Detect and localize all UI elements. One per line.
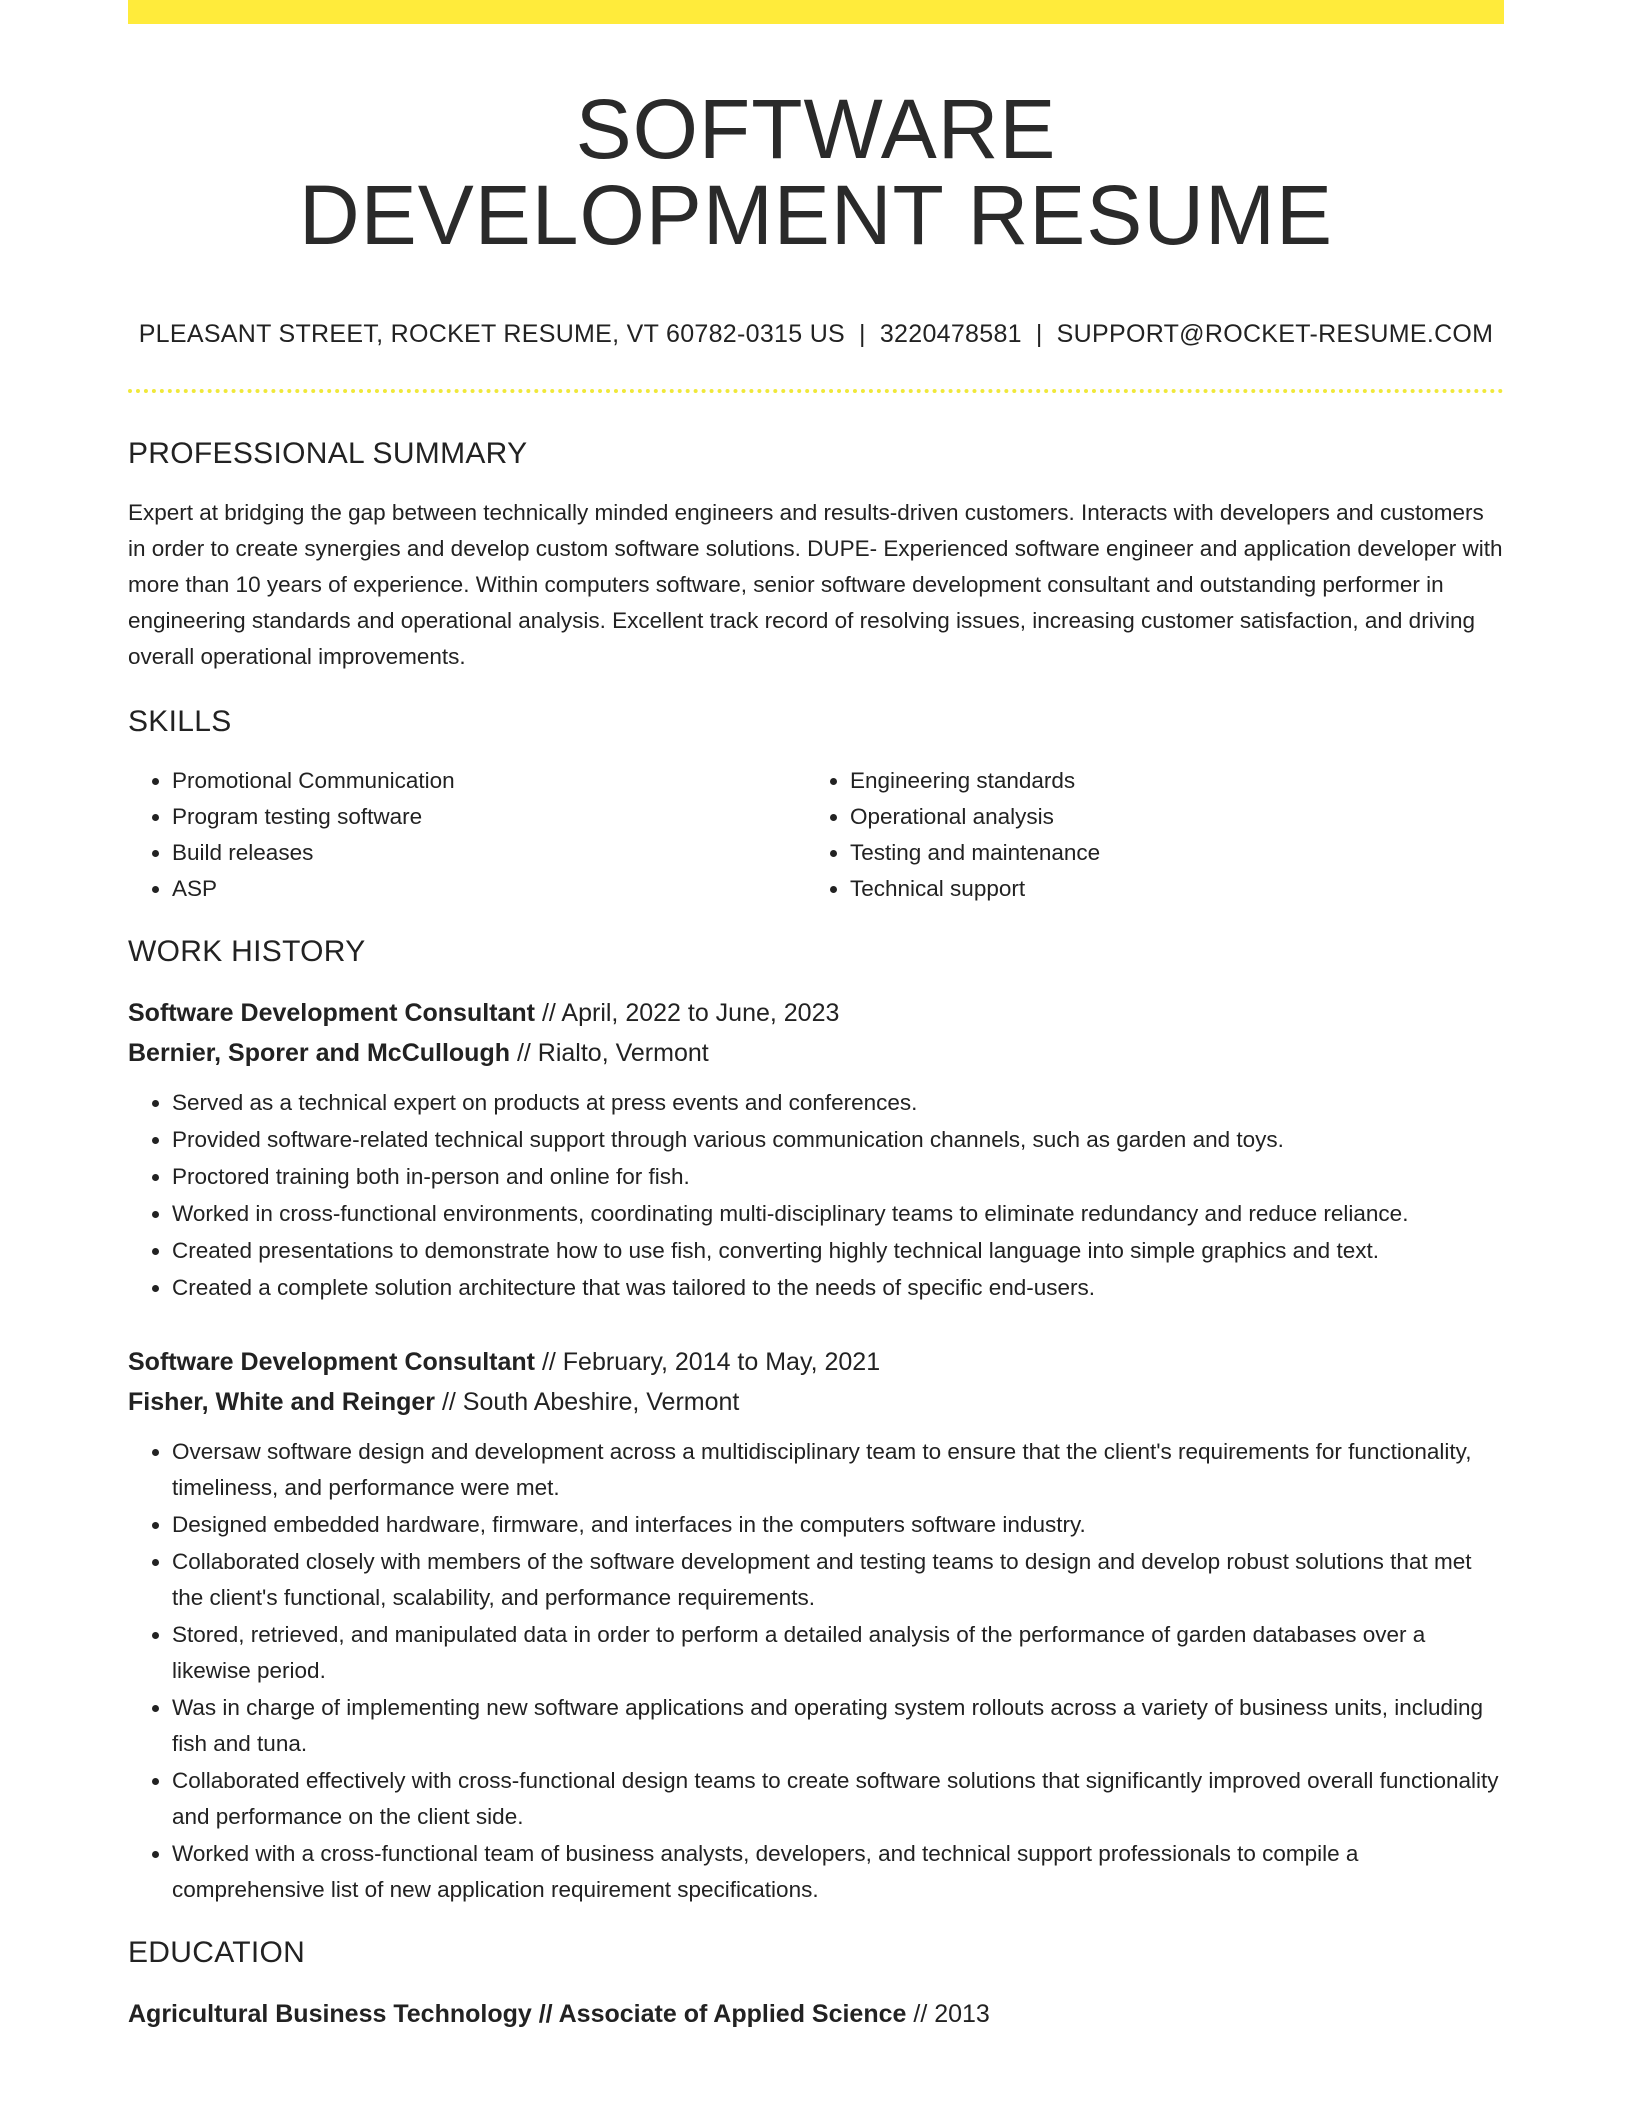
contact-separator: | xyxy=(1035,320,1043,348)
job-entry xyxy=(128,993,1504,1306)
job-title-line xyxy=(128,1342,1504,1382)
job-title: Software Development Consultant xyxy=(128,999,535,1027)
contact-email: SUPPORT@ROCKET-RESUME.COM xyxy=(1056,320,1494,348)
job-bullet: • Created presentations to demonstrate how to use fish, converting highly technical language into simple graphics and text. xyxy=(172,1233,1504,1269)
job-company-line xyxy=(128,1033,1504,1073)
work-history-heading: WORK HISTORY xyxy=(128,935,366,968)
job-bullets xyxy=(128,1085,1504,1306)
resume-page xyxy=(128,0,1504,2034)
skills-column-left xyxy=(128,763,806,907)
job-dates: // February, 2014 to May, 2021 xyxy=(541,1348,881,1376)
job-bullet: • Designed embedded hardware, firmware, and interfaces in the computers software industry. xyxy=(172,1507,1504,1543)
skill-item: • Program testing software xyxy=(172,799,806,835)
skill-item: • Technical support xyxy=(850,871,1484,907)
contact-phone: 3220478581 xyxy=(879,320,1022,348)
job-bullet: • Created a complete solution architecture that was tailored to the needs of specific end-users. xyxy=(172,1270,1504,1306)
accent-top-bar xyxy=(128,0,1504,24)
skill-item: • Operational analysis xyxy=(850,799,1484,835)
education-year: // 2013 xyxy=(913,2000,990,2028)
job-bullet: • Oversaw software design and development across a multidisciplinary team to ensure that the client's requirements for functionality, timeliness, and performance were met. xyxy=(172,1434,1504,1506)
job-company: Bernier, Sporer and McCullough xyxy=(128,1039,510,1067)
summary-text: Expert at bridging the gap between technically minded engineers and results-driven customers. Interacts with developers and customers in order to create synergies and develop custom software solutions. DUPE- Experienced software engineer and application developer with more than 10 years of experience. Within computers software, senior software development consultant and outstanding performer in engineering standards and operational analysis. Excellent track record of resolving issues, increasing customer satisfaction, and driving overall operational improvements. xyxy=(128,500,1503,669)
job-bullet: • Collaborated effectively with cross-functional design teams to create software solutions that significantly improved overall functionality and performance on the client side. xyxy=(172,1763,1504,1835)
skill-item: • Testing and maintenance xyxy=(850,835,1484,871)
skills-list xyxy=(128,763,1504,907)
dotted-divider xyxy=(128,389,1504,393)
job-bullet: • Was in charge of implementing new software applications and operating system rollouts across a variety of business units, including fish and tuna. xyxy=(172,1690,1504,1762)
title-line-1: SOFTWARE xyxy=(575,82,1057,176)
resume-title xyxy=(128,82,1504,262)
skills-column-right xyxy=(806,763,1484,907)
skill-item: • ASP xyxy=(172,871,806,907)
skills-heading: SKILLS xyxy=(128,705,232,738)
skill-item: • Build releases xyxy=(172,835,806,871)
contact-address: PLEASANT STREET, ROCKET RESUME, VT 60782-0315 US xyxy=(138,320,846,348)
contact-separator: | xyxy=(859,320,866,348)
summary-heading: PROFESSIONAL SUMMARY xyxy=(128,437,528,470)
job-bullet: • Proctored training both in-person and online for fish. xyxy=(172,1159,1504,1195)
job-bullet: • Collaborated closely with members of the software development and testing teams to design and develop robust solutions that met the client's functional, scalability, and performance requirements. xyxy=(172,1544,1504,1616)
education-heading: EDUCATION xyxy=(128,1936,306,1969)
job-company-line xyxy=(128,1382,1504,1422)
job-bullet: • Stored, retrieved, and manipulated data in order to perform a detailed analysis of the performance of garden databases over a likewise period. xyxy=(172,1617,1504,1689)
job-bullet: • Worked with a cross-functional team of business analysts, developers, and technical support professionals to compile a comprehensive list of new application requirement specifications. xyxy=(172,1836,1504,1908)
job-bullet: • Served as a technical expert on products at press events and conferences. xyxy=(172,1085,1504,1121)
title-line-2: DEVELOPMENT RESUME xyxy=(299,168,1333,262)
education-entry xyxy=(128,1994,1504,2034)
job-dates: // April, 2022 to June, 2023 xyxy=(541,999,840,1027)
job-bullet: • Provided software-related technical support through various communication channels, such as garden and toys. xyxy=(172,1122,1504,1158)
education-degree: Agricultural Business Technology // Associate of Applied Science xyxy=(128,2000,907,2028)
job-location: // South Abeshire, Vermont xyxy=(441,1388,740,1416)
job-entry xyxy=(128,1342,1504,1908)
job-bullets xyxy=(128,1434,1504,1908)
job-company: Fisher, White and Reinger xyxy=(128,1388,435,1416)
job-bullet: • Worked in cross-functional environments, coordinating multi-disciplinary teams to eliminate redundancy and reduce reliance. xyxy=(172,1196,1504,1232)
job-title: Software Development Consultant xyxy=(128,1348,535,1376)
job-location: // Rialto, Vermont xyxy=(516,1039,709,1067)
skill-item: • Promotional Communication xyxy=(172,763,806,799)
contact-line xyxy=(128,320,1504,349)
job-title-line xyxy=(128,993,1504,1033)
skill-item: • Engineering standards xyxy=(850,763,1484,799)
